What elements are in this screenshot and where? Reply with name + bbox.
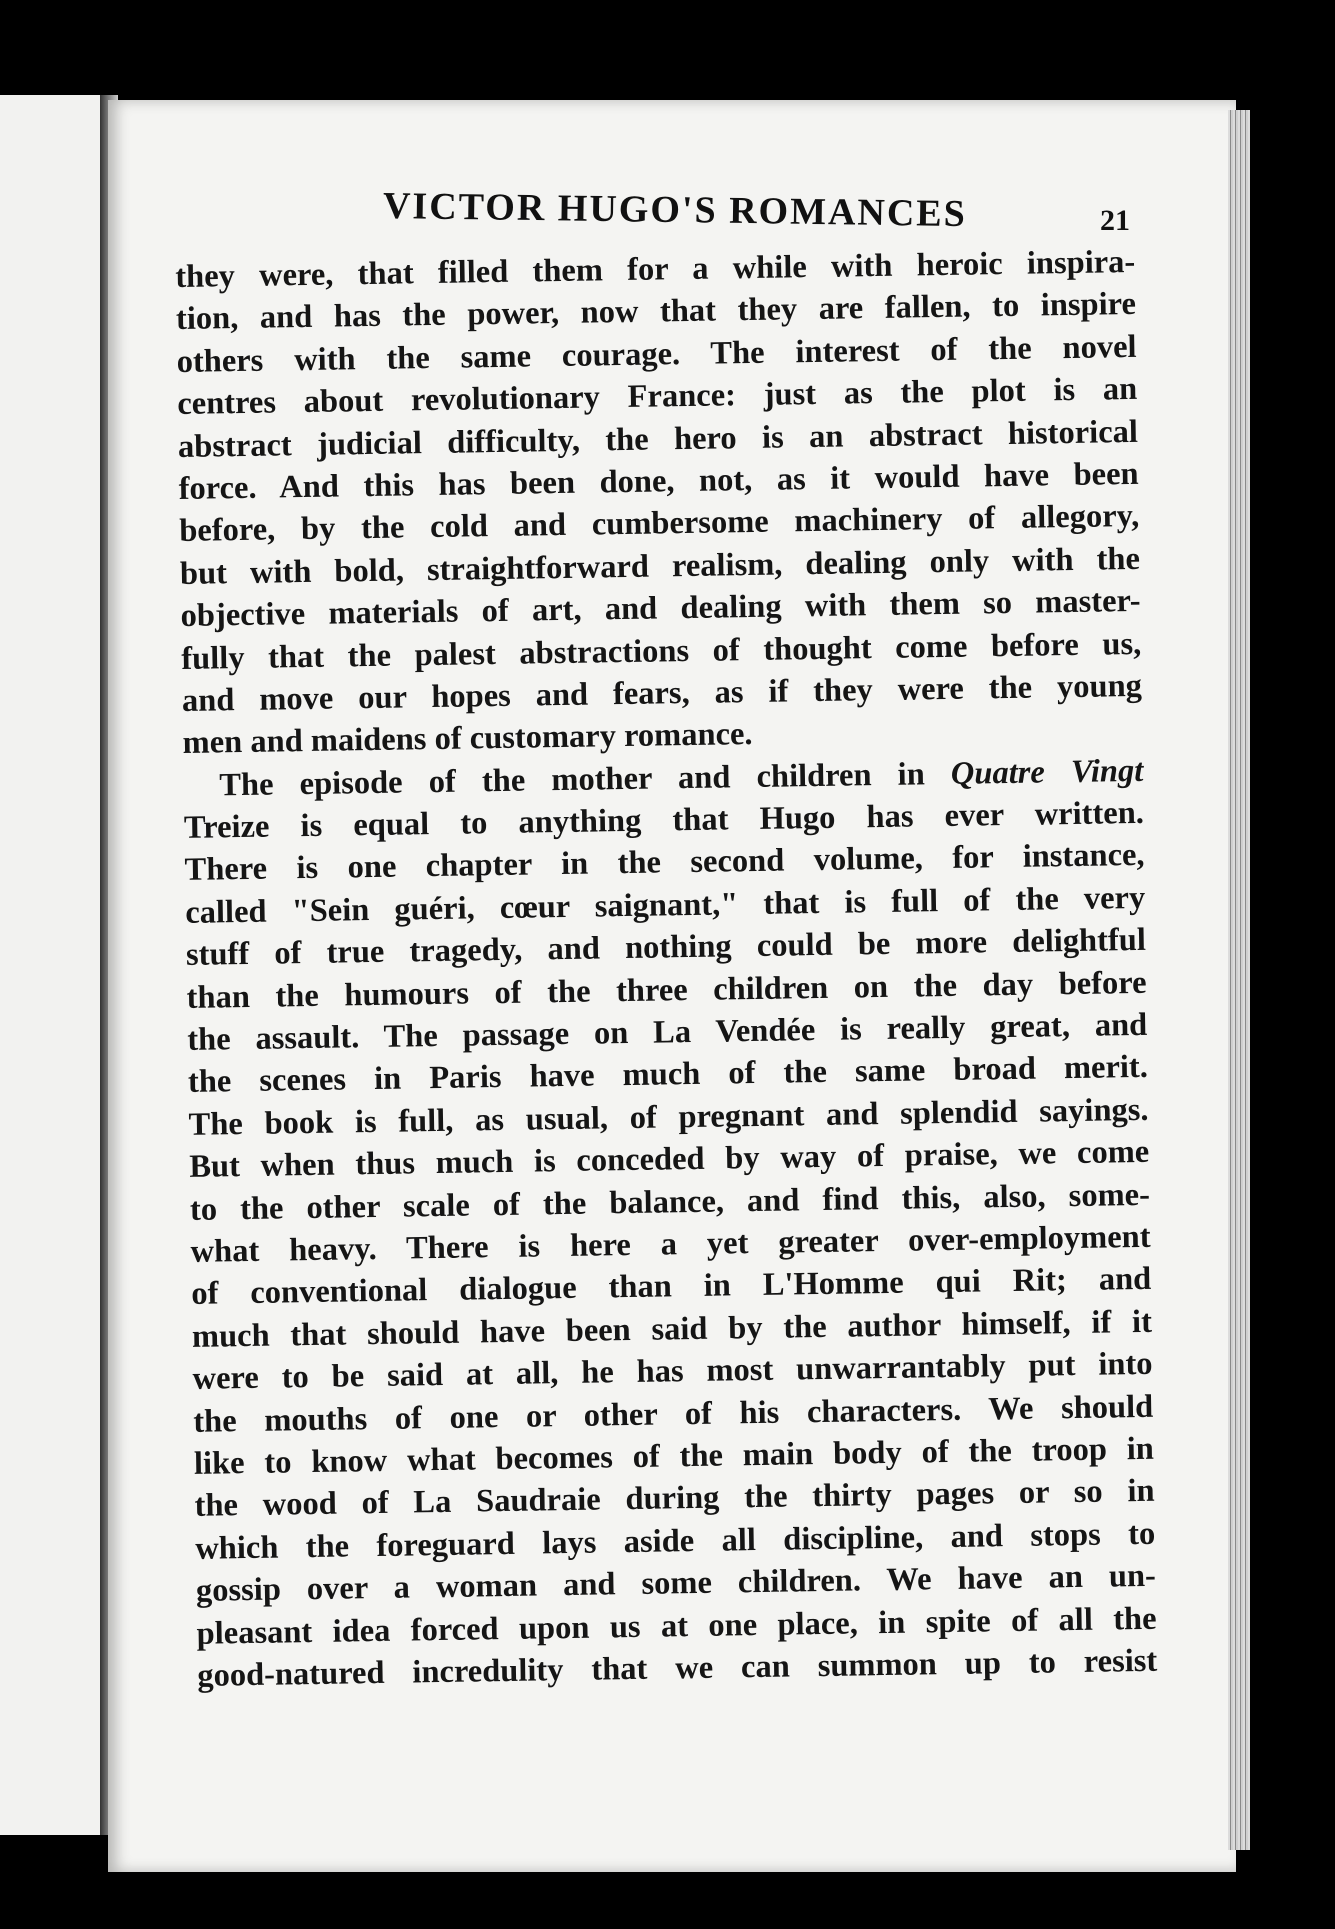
text-line: stuff of true tragedy, and nothing could be more delightful: [185, 922, 1147, 974]
text-line: The episode of the mother and children in Quatre Vingt: [219, 752, 1144, 804]
text-line: like to know what becomes of the main body of the troop in: [193, 1430, 1155, 1482]
text-line: of conventional dialogue than in L'Homme qui Rit; and: [191, 1261, 1152, 1313]
text-line: they were, that filled them for a while with heroic inspira-: [175, 243, 1136, 295]
text-line: gossip over a woman and some children. We have an un-: [195, 1557, 1157, 1609]
body-text: [175, 241, 1158, 1697]
running-title: VICTOR HUGO'S ROMANCES: [382, 184, 968, 236]
text-line: before, by the cold and cumbersome machinery of allegory,: [179, 498, 1140, 550]
text-line: the wood of La Saudraie during the thirty pages or so in: [194, 1473, 1155, 1525]
text-line: than the humours of the three children on the day before: [186, 964, 1147, 1016]
text-line: centres about revolutionary France: just as the plot is an: [177, 371, 1138, 423]
text-line: men and maidens of customary romance.: [182, 716, 753, 762]
text-line: and move our hopes and fears, as if they were the young: [181, 667, 1143, 719]
text-line: There is one chapter in the second volume, for instance,: [184, 837, 1145, 889]
text-line: the scenes in Paris have much of the same broad merit.: [187, 1049, 1149, 1101]
text-line: the mouths of one or other of his characters. We should: [193, 1388, 1154, 1440]
text-line: fully that the palest abstractions of thought come before us,: [181, 625, 1142, 677]
page-stack-edge: [1228, 110, 1250, 1850]
text-line: what heavy. There is here a yet greater over-employment: [190, 1218, 1151, 1270]
text-line: were to be said at all, he has most unwarrantably put into: [192, 1345, 1153, 1398]
text-line: objective materials of art, and dealing with them so master-: [180, 583, 1141, 635]
text-line: force. And this has been done, not, as it would have been: [178, 455, 1139, 507]
text-line: good-natured incredulity that we can summon up to resist: [197, 1642, 1158, 1694]
text-line: much that should have been said by the author himself, if it: [191, 1303, 1153, 1355]
text-line: abstract judicial difficulty, the hero is an abstract historical: [177, 413, 1139, 465]
text-line: the assault. The passage on La Vendée is really great, and: [187, 1006, 1148, 1058]
previous-page-edge: [0, 95, 105, 1835]
text-line: The book is full, as usual, of pregnant and splendid sayings.: [188, 1091, 1149, 1143]
text-line: to the other scale of the balance, and find this, also, some-: [189, 1176, 1151, 1228]
text-line: called "Sein guéri, cœur saignant," that is full of the very: [185, 879, 1146, 931]
text-line: but with bold, straightforward realism, dealing only with the: [179, 540, 1141, 592]
text-line: tion, and has the power, now that they are fallen, to inspire: [175, 286, 1137, 338]
page-header: [270, 184, 1130, 248]
text-line: others with the same courage. The interest of the novel: [176, 328, 1137, 380]
text-line: But when thus much is conceded by way of praise, we come: [189, 1134, 1150, 1186]
text-line: pleasant idea forced upon us at one place, in spite of all the: [196, 1600, 1157, 1652]
page-number: 21: [1100, 204, 1130, 237]
text-line: which the foreguard lays aside all discipline, and stops to: [195, 1515, 1156, 1567]
text-line: Treize is equal to anything that Hugo has ever written.: [183, 794, 1145, 847]
